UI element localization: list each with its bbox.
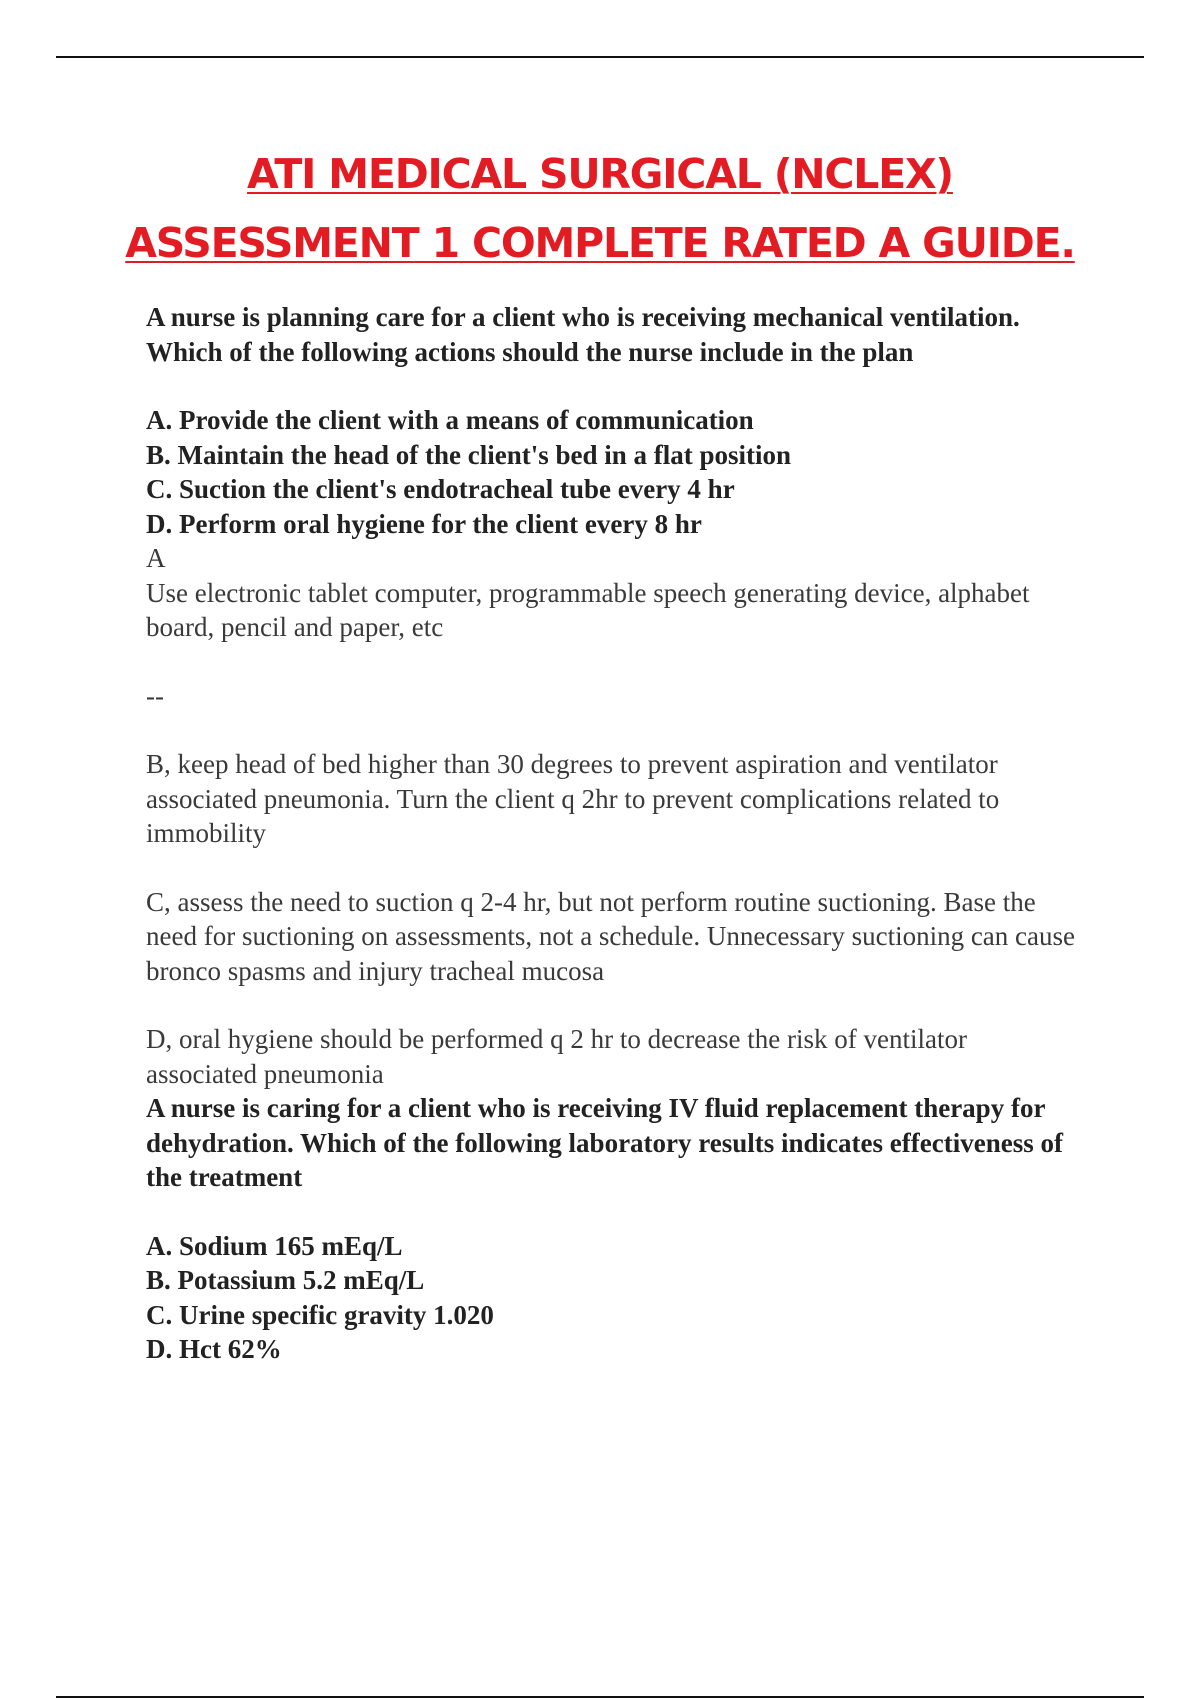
document-title <box>0 150 1200 288</box>
spacer <box>146 645 1076 679</box>
rationale-b: B, keep head of bed higher than 30 degrees to prevent aspiration and ventilator associated pneumonia. Turn the client q 2hr to prevent complications related to immobility <box>146 749 1000 848</box>
option-c: C. Urine specific gravity 1.020 <box>146 1299 494 1330</box>
question-1-options <box>146 403 1076 541</box>
option-a: A. Sodium 165 mEq/L <box>146 1230 403 1261</box>
rationale-c: C, assess the need to suction q 2-4 hr, but not perform routine suctioning. Base the need for suctioning on assessments, not a schedule. Unnecessary suctioning can cause bronco spasms and injury tracheal mucosa <box>146 886 1075 986</box>
spacer <box>146 851 1076 885</box>
title-line-1: ATI MEDICAL SURGICAL (NCLEX) <box>247 150 953 198</box>
question-1-text: A nurse is planning care for a client who is receiving mechanical ventilation. Which of the following actions should the nurse include in the plan <box>146 302 1020 367</box>
rationale-d: D, oral hygiene should be performed q 2 hr to decrease the risk of ventilator associated pneumonia <box>146 1024 967 1089</box>
option-b: B. Potassium 5.2 mEq/L <box>146 1265 425 1295</box>
option-a: A. Provide the client with a means of communication <box>146 405 754 435</box>
spacer <box>146 988 1076 1022</box>
question-2-text: A nurse is caring for a client who is receiving IV fluid replacement therapy for dehydration. Which of the following laboratory results indicates effectiveness of the treatment <box>146 1093 1063 1192</box>
document-body <box>146 300 1076 1367</box>
top-divider <box>56 56 1144 58</box>
question-1 <box>146 300 1076 1091</box>
option-c: C. Suction the client's endotracheal tube every 4 hr <box>146 474 735 504</box>
spacer <box>146 713 1076 747</box>
question-2 <box>146 1091 1076 1367</box>
question-2-options <box>146 1229 1076 1367</box>
answer-detail: Use electronic tablet computer, programmable speech generating device, alphabet board, pencil and paper, etc <box>146 577 1030 642</box>
option-d: D. Hct 62% <box>146 1334 282 1364</box>
option-d: D. Perform oral hygiene for the client every 8 hr <box>146 508 702 539</box>
title-line-2: ASSESSMENT 1 COMPLETE RATED A GUIDE. <box>125 219 1075 267</box>
separator: -- <box>146 680 164 711</box>
option-b: B. Maintain the head of the client's bed in a flat position <box>146 439 792 470</box>
answer-letter: A <box>146 543 166 573</box>
bottom-divider <box>56 1696 1144 1698</box>
